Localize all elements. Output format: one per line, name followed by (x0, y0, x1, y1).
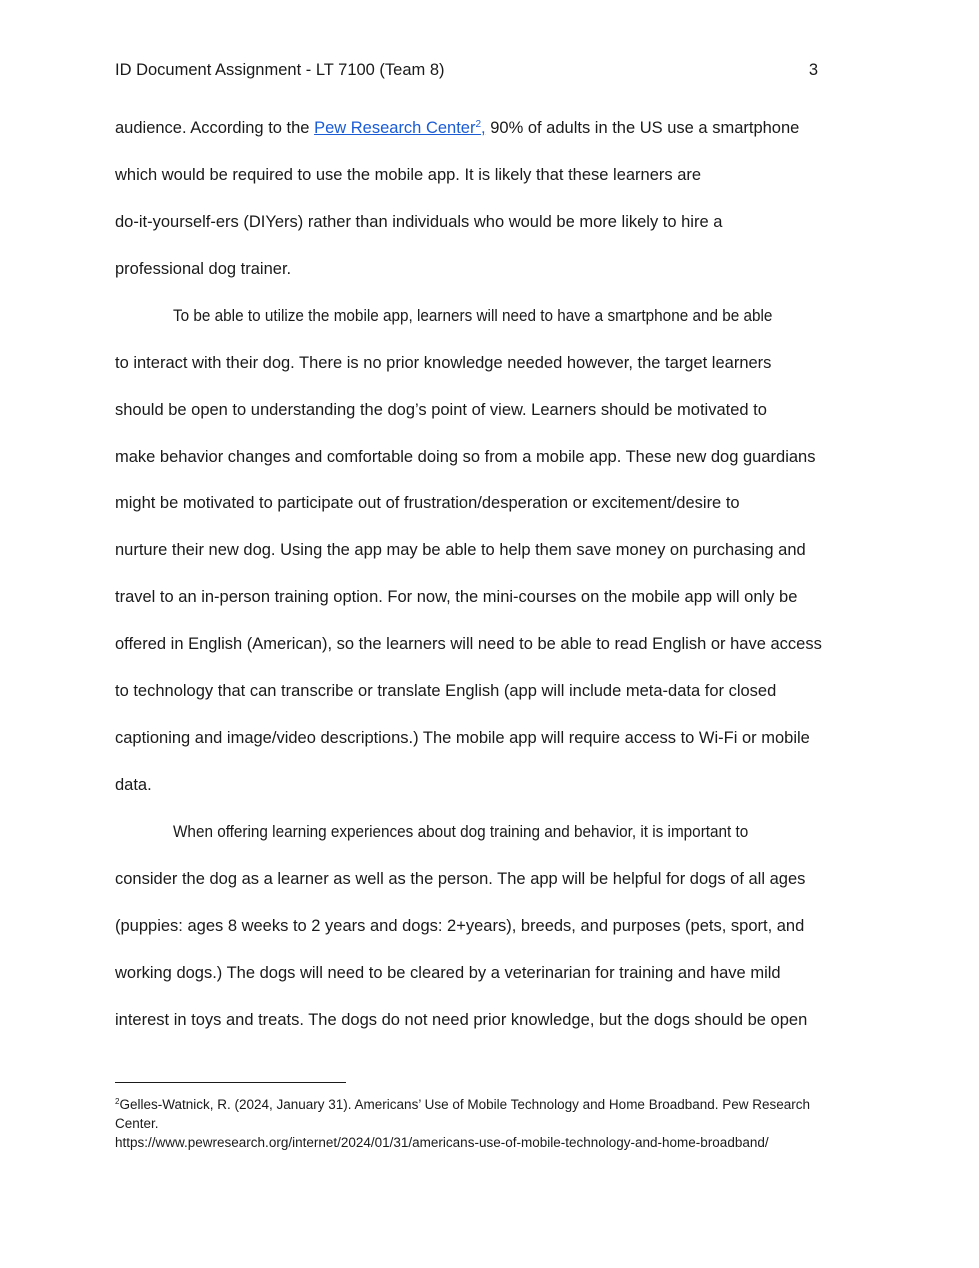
paragraph-line: consider the dog as a learner as well as the person. The app will be helpful for dogs of all ages (115, 870, 806, 888)
link-text: Pew Research Center (314, 119, 476, 137)
footnote-line: Center. (115, 1116, 159, 1131)
footnote-marker: 2 (115, 1097, 120, 1106)
footnote-url[interactable]: https://www.pewresearch.org/internet/2024/01/31/americans-use-of-mobile-technology-and-home-broadband/ (115, 1135, 769, 1150)
footnote-separator (115, 1082, 346, 1083)
paragraph-line: to interact with their dog. There is no prior knowledge needed however, the target learners (115, 354, 772, 372)
paragraph-line: might be motivated to participate out of frustration/desperation or excitement/desire to (115, 494, 740, 512)
paragraph-line: offered in English (American), so the learners will need to be able to read English or have access (115, 635, 822, 653)
footnote-ref: 2 (475, 119, 482, 130)
paragraph-line: do-it-yourself-ers (DIYers) rather than individuals who would be more likely to hire a (115, 213, 723, 231)
paragraph-line: travel to an in-person training option. For now, the mini-courses on the mobile app will only be (115, 588, 798, 606)
page-number: 3 (808, 61, 818, 79)
link-tail: , (481, 119, 486, 137)
paragraph-line: data. (115, 776, 152, 794)
footnote-text: Gelles-Watnick, R. (2024, January 31). Americans’ Use of Mobile Technology and Home Broadband. Pew Research (119, 1097, 811, 1112)
paragraph-line: When offering learning experiences about dog training and behavior, it is important to (173, 823, 749, 841)
line-text: audience. According to the (115, 119, 315, 137)
paragraph-line: working dogs.) The dogs will need to be cleared by a veterinarian for training and have mild (115, 964, 781, 982)
paragraph-line: to technology that can transcribe or translate English (app will include meta-data for closed (115, 682, 777, 700)
paragraph-line: professional dog trainer. (115, 260, 292, 278)
paragraph-line: To be able to utilize the mobile app, learners will need to have a smartphone and be able (173, 307, 773, 325)
header-title: ID Document Assignment - LT 7100 (Team 8) (115, 61, 445, 79)
paragraph-line: should be open to understanding the dog’s point of view. Learners should be motivated to (115, 401, 767, 419)
paragraph-line: captioning and image/video descriptions.) The mobile app will require access to Wi-Fi or mobile (115, 729, 810, 747)
paragraph-line: nurture their new dog. Using the app may be able to help them save money on purchasing and (115, 541, 806, 559)
paragraph-line: which would be required to use the mobile app. It is likely that these learners are (115, 166, 702, 184)
paragraph-line: make behavior changes and comfortable doing so from a mobile app. These new dog guardians (115, 448, 816, 466)
line-text: 90% of adults in the US use a smartphone (485, 119, 800, 137)
paragraph-line (115, 116, 867, 140)
paragraph-line: interest in toys and treats. The dogs do not need prior knowledge, but the dogs should be open (115, 1011, 808, 1029)
pew-research-link[interactable] (314, 119, 486, 137)
footnote-line (115, 1095, 810, 1114)
paragraph-line: (puppies: ages 8 weeks to 2 years and dogs: 2+years), breeds, and purposes (pets, sport, and (115, 917, 805, 935)
